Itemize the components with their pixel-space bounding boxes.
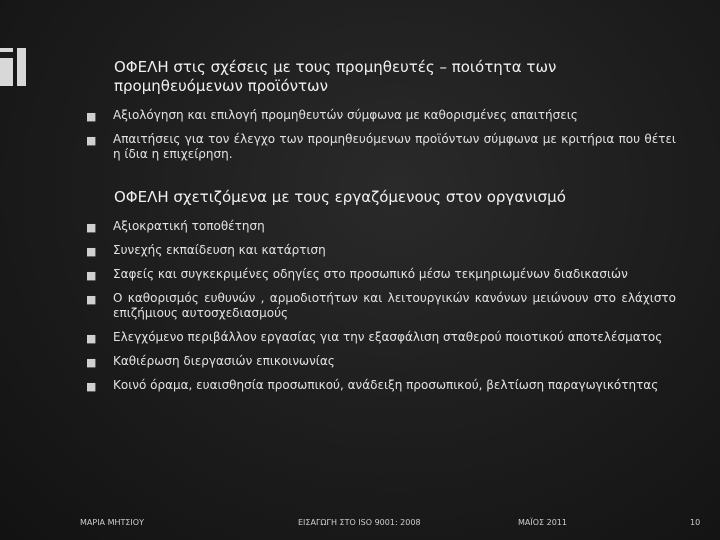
section-heading-suppliers: ΟΦΕΛΗ στις σχέσεις με τους προμηθευτές – ποιότητα των προμηθευόμενων προϊόντων: [114, 58, 557, 95]
list-item: [86, 354, 676, 369]
list-item-text: Ο καθορισμός ευθυνών , αρμοδιοτήτων και λειτουργικών κανόνων μειώνουν στο ελάχιστο επιζήμιους αυτοσχεδιασμούς: [113, 291, 676, 320]
bullet-icon: ■: [86, 221, 97, 234]
list-item-text: Κοινό όραμα, ευαισθησία προσωπικού, ανάδειξη προσωπικού, βελτίωση παραγωγικότητας: [113, 378, 659, 392]
list-item-text: Καθιέρωση διεργασιών επικοινωνίας: [113, 354, 335, 368]
bullet-list-employees: [86, 219, 676, 393]
list-item-text: Σαφείς και συγκεκριμένες οδηγίες στο προσωπικό μέσω τεκμηριωμένων διαδικασιών: [113, 267, 628, 281]
footer-date: ΜΑΪΟΣ 2011: [518, 518, 567, 527]
footer-topic: ΕΙΣΑΓΩΓΗ ΣΤΟ ISO 9001: 2008: [298, 518, 421, 527]
footer-author: ΜΑΡΙΑ ΜΗΤΣΙΟΥ: [80, 518, 144, 527]
bullet-icon: ■: [86, 293, 97, 306]
bullet-icon: ■: [86, 356, 97, 369]
list-item-text: Συνεχής εκπαίδευση και κατάρτιση: [113, 243, 326, 257]
bullet-icon: ■: [86, 110, 97, 123]
list-item: [86, 219, 676, 234]
list-item: [86, 330, 676, 345]
list-item: [86, 108, 676, 123]
list-item: [86, 267, 676, 282]
bullet-list-suppliers: [86, 108, 676, 162]
list-item: [86, 132, 676, 162]
bullet-icon: ■: [86, 245, 97, 258]
bullet-icon: ■: [86, 332, 97, 345]
slide-footer: [0, 518, 720, 532]
list-item: [86, 291, 676, 321]
decorative-bar-cut: [0, 52, 13, 58]
list-item-text: Αξιοκρατική τοποθέτηση: [113, 219, 265, 233]
page-number: 10: [690, 518, 701, 527]
bullet-icon: ■: [86, 380, 97, 393]
list-item: [86, 378, 676, 393]
bullet-icon: ■: [86, 134, 97, 147]
list-item-text: Αξιολόγηση και επιλογή προμηθευτών σύμφωνα με καθορισμένες απαιτήσεις: [113, 108, 578, 122]
list-item-text: Ελεγχόμενο περιβάλλον εργασίας για την εξασφάλιση σταθερού ποιοτικού αποτελέσματος: [113, 330, 663, 344]
list-item-text: Απαιτήσεις για τον έλεγχο των προμηθευόμενων προϊόντων σύμφωνα με κριτήρια που θέτει η ίδια η επιχείρηση.: [113, 132, 676, 161]
bullet-icon: ■: [86, 269, 97, 282]
slide-content: [86, 58, 676, 402]
section-heading-employees: ΟΦΕΛΗ σχετιζόμενα με τους εργαζόμενους στον οργανισμό: [114, 188, 566, 206]
decorative-bar: [17, 48, 26, 86]
list-item: [86, 243, 676, 258]
